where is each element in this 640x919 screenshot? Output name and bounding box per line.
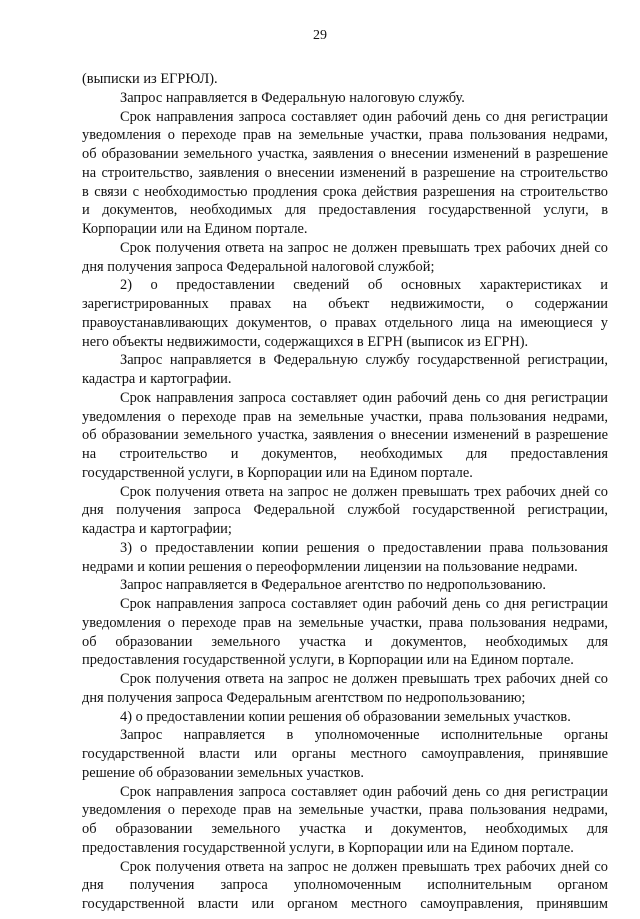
- text-line: дня получения запроса уполномоченным исполнительным органом: [82, 877, 608, 894]
- paragraph: [82, 764, 608, 783]
- paragraph: [82, 145, 608, 164]
- paragraph: [82, 670, 608, 689]
- paragraph: [82, 445, 608, 464]
- paragraph: [82, 801, 608, 820]
- text-line: Срок получения ответа на запрос не должен превышать трех рабочих дней со: [120, 858, 608, 875]
- paragraph: [82, 576, 608, 595]
- text-line: уведомления о переходе прав на земельные участки, права пользования недрами,: [82, 127, 608, 144]
- paragraph: [82, 183, 608, 202]
- text-line: 2) о предоставлении сведений об основных характеристиках и: [120, 277, 608, 294]
- text-line: уведомления о переходе прав на земельные участки, права пользования недрами,: [82, 614, 608, 631]
- text-line: государственной услуги, в Корпорации или на Едином портале.: [82, 464, 473, 481]
- paragraph: [82, 483, 608, 502]
- paragraph: [82, 333, 608, 352]
- paragraph: [82, 164, 608, 183]
- paragraph: [82, 539, 608, 558]
- paragraph: [82, 745, 608, 764]
- paragraph: [82, 408, 608, 427]
- paragraph: [82, 389, 608, 408]
- paragraph: [82, 464, 608, 483]
- paragraph: [82, 295, 608, 314]
- paragraph: [82, 314, 608, 333]
- text-line: Корпорации или на Едином портале.: [82, 221, 308, 237]
- text-line: кадастра и картографии.: [82, 371, 232, 387]
- text-line: дня получения запроса Федеральным агентством по недропользованию;: [82, 689, 526, 706]
- page-number: 29: [313, 28, 327, 43]
- paragraph: [82, 558, 608, 577]
- text-line: в связи с необходимостью продления срока действия разрешения на строительство: [82, 183, 608, 200]
- text-line: дня получения запроса Федеральной службой государственной регистрации,: [82, 502, 608, 519]
- paragraph: [82, 201, 608, 220]
- paragraph: [82, 876, 608, 895]
- paragraph: [82, 651, 608, 670]
- paragraph: [82, 595, 608, 614]
- paragraph: [82, 351, 608, 370]
- document-body: [82, 70, 608, 914]
- text-line: государственной власти или органом местного самоуправления, принявшим: [82, 896, 608, 912]
- text-line: предоставления государственной услуги, в Корпорации или на Едином портале.: [82, 839, 574, 856]
- text-line: недрами и копии решения о переоформлении лицензии на пользование недрами.: [82, 558, 578, 575]
- text-line: Срок направления запроса составляет один рабочий день со дня регистрации: [120, 108, 608, 125]
- text-line: решение об образовании земельных участков.: [82, 764, 364, 781]
- text-line: зарегистрированных правах на объект недвижимости, о содержании: [82, 296, 608, 312]
- paragraph: [82, 708, 608, 727]
- text-line: 3) о предоставлении копии решения о предоставлении права пользования: [120, 539, 608, 556]
- text-line: Запрос направляется в Федеральное агентство по недропользованию.: [120, 577, 546, 594]
- text-line: Срок получения ответа на запрос не должен превышать трех рабочих дней со: [120, 483, 608, 500]
- text-line: государственной власти или органы местного самоуправления, принявшие: [82, 746, 608, 762]
- text-line: на строительство и документов, необходимых для предоставления: [82, 446, 608, 462]
- paragraph: [82, 89, 608, 108]
- paragraph: [82, 633, 608, 652]
- text-line: Срок получения ответа на запрос не должен превышать трех рабочих дней со: [120, 671, 608, 687]
- paragraph: [82, 70, 608, 89]
- text-line: уведомления о переходе прав на земельные участки, права пользования недрами,: [82, 802, 608, 819]
- text-line: Запрос направляется в Федеральную налоговую службу.: [120, 89, 465, 106]
- paragraph: [82, 239, 608, 258]
- paragraph: [82, 220, 608, 239]
- paragraph: [82, 820, 608, 839]
- text-line: него объекты недвижимости, содержащихся в ЕГРН (выписок из ЕГРН).: [82, 333, 529, 350]
- text-line: Срок направления запроса составляет один рабочий день со дня регистрации: [120, 596, 608, 612]
- text-line: предоставления государственной услуги, в Корпорации или на Едином портале.: [82, 652, 574, 669]
- text-line: об образовании земельного участка и документов, необходимых для: [82, 821, 608, 837]
- text-line: об образовании земельного участка и документов, необходимых для: [82, 633, 608, 650]
- paragraph: [82, 370, 608, 389]
- text-line: (выписки из ЕГРЮЛ).: [82, 71, 218, 87]
- text-line: на строительство, заявления о внесении изменений в разрешение на строительство: [82, 164, 608, 181]
- text-line: уведомления о переходе прав на земельные участки, права пользования недрами,: [82, 408, 608, 425]
- text-line: Срок направления запроса составляет один рабочий день со дня регистрации: [120, 389, 608, 406]
- paragraph: [82, 689, 608, 708]
- text-line: об образовании земельного участка, заявления о внесении изменений в разрешение: [82, 146, 608, 162]
- paragraph: [82, 426, 608, 445]
- paragraph: [82, 501, 608, 520]
- text-line: Запрос направляется в Федеральную службу государственной регистрации,: [120, 352, 608, 369]
- paragraph: [82, 895, 608, 914]
- text-line: Срок направления запроса составляет один рабочий день со дня регистрации: [120, 783, 608, 800]
- paragraph: [82, 258, 608, 277]
- text-line: кадастра и картографии;: [82, 521, 232, 537]
- paragraph: [82, 858, 608, 877]
- text-line: Срок получения ответа на запрос не должен превышать трех рабочих дней со: [120, 239, 608, 256]
- text-line: правоустанавливающих документов, о правах отдельного лица на имеющиеся у: [82, 314, 608, 331]
- paragraph: [82, 726, 608, 745]
- text-line: Запрос направляется в уполномоченные исполнительные органы: [120, 727, 608, 744]
- paragraph: [82, 126, 608, 145]
- paragraph: [82, 783, 608, 802]
- paragraph: [82, 614, 608, 633]
- paragraph: [82, 520, 608, 539]
- paragraph: [82, 276, 608, 295]
- text-line: 4) о предоставлении копии решения об образовании земельных участков.: [120, 708, 571, 725]
- paragraph: [82, 839, 608, 858]
- paragraph: [82, 108, 608, 127]
- text-line: и документов, необходимых для предоставления государственной услуги, в: [82, 202, 608, 219]
- text-line: дня получения запроса Федеральной налоговой службой;: [82, 258, 435, 275]
- text-line: об образовании земельного участка, заявления о внесении изменений в разрешение: [82, 427, 608, 444]
